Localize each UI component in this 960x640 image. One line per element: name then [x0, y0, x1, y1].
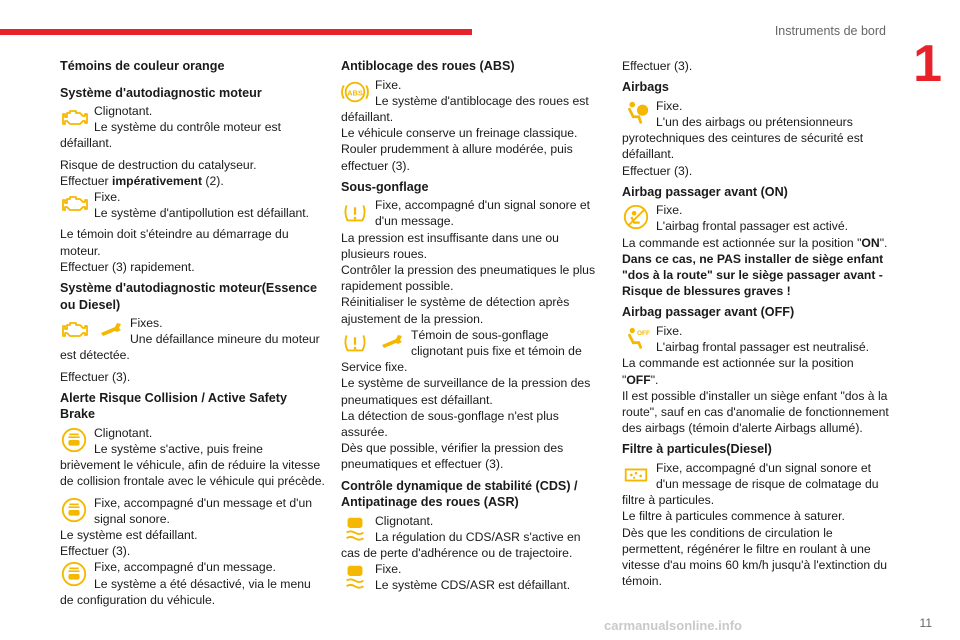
- header-accent-bar: [0, 29, 472, 35]
- heading-collision-alert: Alerte Risque Collision / Active Safety Brake: [60, 390, 287, 422]
- page-number: 11: [919, 616, 932, 630]
- airbag-icon: [622, 99, 656, 129]
- heading-passenger-airbag-on: Airbag passager avant (ON): [622, 184, 788, 199]
- heading-abs: Antiblocage des roues (ABS): [341, 59, 515, 73]
- tyre-pressure-wrench-icon: [341, 328, 411, 358]
- page-header-title: Instruments de bord: [774, 24, 886, 38]
- collision-alert-icon: [60, 426, 94, 456]
- heading-engine-diagnosis-fuel: Système d'autodiagnostic moteur(Essence ou Diesel): [60, 281, 318, 312]
- engine-icon: [60, 190, 94, 220]
- heading-engine-diagnosis: Système d'autodiagnostic moteur: [60, 85, 262, 100]
- passenger-airbag-on-icon: [622, 203, 656, 233]
- column-3: Effectuer (3). Airbags Fixe. L'un des airbags ou prétensionneurs pyrotechniques des ceintures de sécurité est défaillant. Effectuer (3). Airbag passager avant (ON) Fixe. L'airbag frontal passager est activé. La commande est actionnée sur la position "ON". Dans ce cas, ne PAS installer de siège enfant "dos à la route" sur le siège passager avant - Risque de blessures graves ! Airbag passager avant (OFF) Fixe. L'airbag frontal passager est neutralisé. La commande est actionnée sur la position "OFF". Il est possible d'installer un siège enfant "dos à la route", sauf en cas d'anomalie de fonctionnement des airbags (témoin d'alerte Airbags allumé). Filtre à particules(Diesel) Fixe, accompagné d'un signal sonore et d'un message de risque de colmatage du filtre à particules. Le filtre à particules commence à saturer. Dès que les conditions de circulation le permettent, régénérer le filtre en roulant à une vitesse d'au moins 60 km/h jusqu'à l'extinction du témoin.: [622, 59, 889, 589]
- heading-under-inflation: Sous-gonflage: [341, 179, 429, 194]
- engine-icon: [60, 104, 94, 134]
- tyre-pressure-icon: [341, 198, 375, 228]
- section-heading-orange-lights: Témoins de couleur orange: [60, 59, 225, 73]
- collision-alert-icon: [60, 560, 94, 590]
- particle-filter-icon: [622, 461, 656, 491]
- stability-control-icon: [341, 514, 375, 544]
- heading-passenger-airbag-off: Airbag passager avant (OFF): [622, 305, 795, 320]
- passenger-airbag-off-icon: [622, 324, 656, 354]
- engine-wrench-icon: [60, 316, 130, 346]
- collision-alert-icon: [60, 496, 94, 526]
- watermark: carmanualsonline.info: [604, 618, 742, 633]
- heading-stability-control: Contrôle dynamique de stabilité (CDS) / Antipatinage des roues (ASR): [341, 478, 578, 510]
- column-2: Antiblocage des roues (ABS) Fixe. Le système d'antiblocage des roues est défaillant. Le véhicule conserve un freinage classique. Rouler prudemment à allure modérée, puis effectuer (3). Sous-gonflage Fixe, accompagné d'un signal sonore et d'un message. La pression est insuffisante dans une ou plusieurs roues. Contrôler la pression des pneumatiques le plus rapidement possible. Réinitialiser le système de détection après ajustement de la pression. Témoin de sous-gonflage clignotant puis fixe et témoin de Service fixe. Le système de surveillance de la pression des pneumatiques est défaillant. La détection de sous-gonflage n'est plus assurée. Dès que possible, vérifier la pression des pneumatiques et effectuer (3). Contrôle dynamique de stabilité (CDS) / Antipatinage des roues (ASR) Clignotant. La régulation du CDS/ASR s'active en cas de perte d'adhérence ou de trajectoire. Fixe. Le système CDS/ASR est défaillant.: [341, 58, 599, 594]
- heading-particle-filter: Filtre à particules(Diesel): [622, 442, 772, 457]
- column-1: Témoins de couleur orange Système d'autodiagnostic moteur Clignotant. Le système du contrôle moteur est défaillant. Risque de destruction du catalyseur. Effectuer impérativement (2). Fixe. Le système d'antipollution est défaillant. Le témoin doit s'éteindre au démarrage du moteur. Effectuer (3) rapidement. Système d'autodiagnostic moteur(Essence ou Diesel) Fixes. Une défaillance mineure du moteur est détectée. Effectuer (3). Alerte Risque Collision / Active Safety Brake Clignotant. Le système s'active, puis freine brièvement le véhicule, afin de réduire la vitesse de collision frontale avec le véhicule qui précède. Fixe, accompagné d'un message et d'un signal sonore. Le système est défaillant. Effectuer (3). Fixe, accompagné d'un message. Le système a été désactivé, via le menu de configuration du véhicule.: [60, 59, 325, 607]
- stability-control-icon: [341, 562, 375, 592]
- chapter-number: 1: [913, 35, 942, 93]
- heading-airbags: Airbags: [622, 80, 669, 95]
- abs-icon: [341, 78, 375, 108]
